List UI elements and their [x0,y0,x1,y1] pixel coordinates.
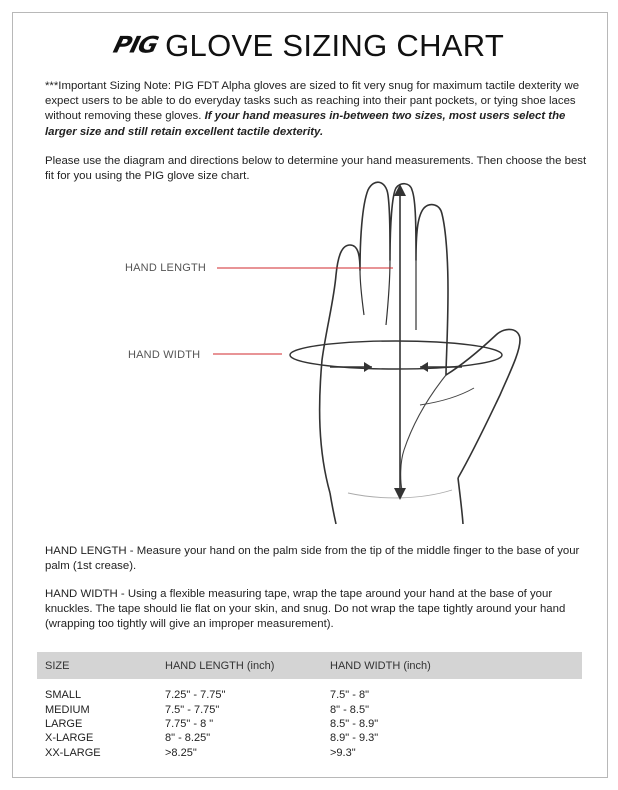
hand-length-label: HAND LENGTH [125,262,207,274]
size-cell: SMALL [45,689,82,701]
pig-logo: PIG [110,31,161,59]
length-cell: 7.5" - 7.75" [165,704,220,716]
sizing-note [45,79,590,140]
hand-width-definition: HAND WIDTH - Using a flexible measuring tape, wrap the tape around your hand at the base of your knuckles. The tape should lie flat on your skin, and snug. Do not wrap the tape tightly around your hand (wrapping too tightly will give an improper measurement). [45,588,566,631]
hand-length-definition: HAND LENGTH - Measure your hand on the palm side from the tip of the middle finger to the base of your palm (1st crease). [45,545,580,573]
width-cell: 8.9" - 9.3" [330,732,379,744]
size-cell: XX-LARGE [45,747,101,759]
hand-width-label: HAND WIDTH [128,349,201,361]
length-cell: >8.25" [165,747,197,759]
width-cell: 8" - 8.5" [330,704,369,716]
size-table-header [37,652,582,679]
instructions: Please use the diagram and directions below to determine your hand measurements. Then choose the best fit for you using the PIG glove size chart. [45,155,587,183]
table-row [45,747,545,761]
sizing-note-text: ***Important Sizing Note: PIG FDT Alpha gloves are sized to fit very snug for maximum tactile dexterity we expect users to be able to do everyday tasks such as reaching into their pant pockets, or tying shoe laces without removing these gloves. [45,80,580,123]
size-cell: LARGE [45,718,83,730]
length-cell: 7.25" - 7.75" [165,689,226,701]
header [0,28,618,64]
width-cell: 7.5" - 8" [330,689,369,701]
width-cell: >9.3" [330,747,356,759]
width-cell: 8.5" - 8.9" [330,718,379,730]
size-cell: MEDIUM [45,704,90,716]
table-row [45,704,545,718]
length-cell: 8" - 8.25" [165,732,211,744]
table-row [45,689,545,703]
table-row [45,732,545,746]
header-size: SIZE [45,660,70,672]
length-cell: 7.75" - 8 " [165,718,214,730]
table-row [45,718,545,732]
header-hand-width: HAND WIDTH (inch) [330,660,431,672]
page-title: GLOVE SIZING CHART [165,28,505,63]
size-cell: X-LARGE [45,732,94,744]
header-hand-length: HAND LENGTH (inch) [165,660,275,672]
sizing-note-emphasis: If your hand measures in-between two sizes, most users select the larger size and still retain excellent tactile dexterity. [45,110,566,138]
